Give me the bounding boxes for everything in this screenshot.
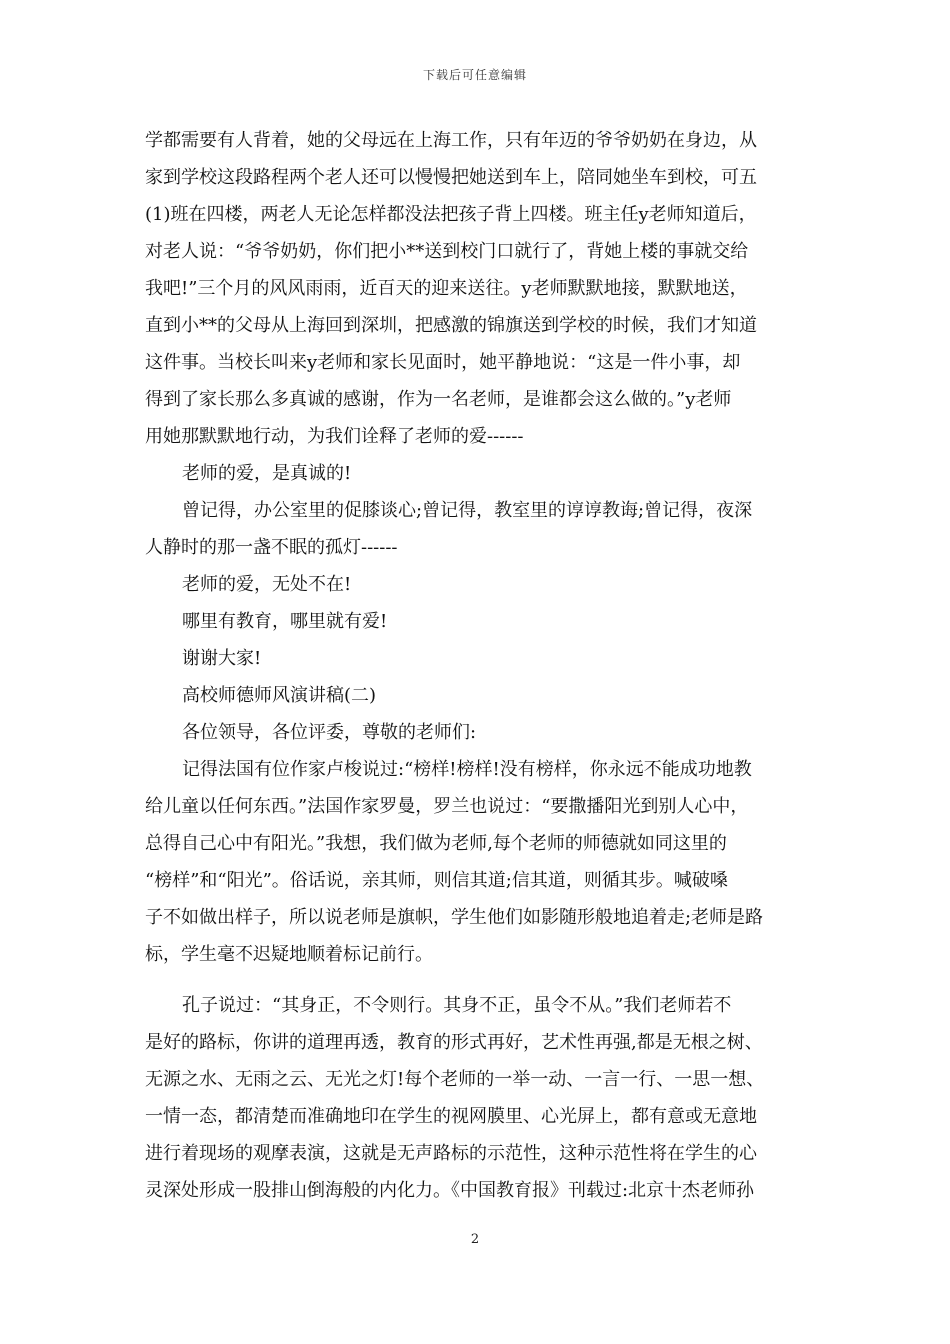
paragraph-line: 用她那默默地行动，为我们诠释了老师的爱------ bbox=[145, 426, 524, 447]
paragraph-line: 给儿童以任何东西。”法国作家罗曼，罗兰也说过：“要撒播阳光到别人心中， bbox=[145, 796, 749, 817]
paragraph-line: 直到小**的父母从上海回到深圳，把感激的锦旗送到学校的时候，我们才知道 bbox=[145, 315, 757, 336]
paragraph-line: 家到学校这段路程两个老人还可以慢慢把她送到车上，陪同她坐车到校，可五 bbox=[145, 167, 757, 188]
paragraph-line: 进行着现场的观摩表演，这就是无声路标的示范性，这种示范性将在学生的心 bbox=[145, 1143, 757, 1164]
paragraph-line: 孔子说过：“其身正，不令则行。其身不正，虽令不从。”我们老师若不 bbox=[182, 995, 732, 1016]
paragraph-line: 灵深处形成一股排山倒海般的内化力。《中国教育报》刊载过:北京十杰老师孙 bbox=[145, 1180, 755, 1201]
paragraph-line: 一情一态，都清楚而准确地印在学生的视网膜里、心光屏上，都有意或无意地 bbox=[145, 1106, 757, 1127]
page-number: 2 bbox=[470, 1232, 480, 1247]
paragraph-line: 得到了家长那么多真诚的感谢，作为一名老师，是谁都会这么做的。”y老师 bbox=[145, 389, 732, 410]
paragraph-line: 对老人说：“爷爷奶奶，你们把小**送到校门口就行了，背她上楼的事就交给 bbox=[145, 241, 749, 262]
paragraph-line: 无源之水、无雨之云、无光之灯!每个老师的一举一动、一言一行、一思一想、 bbox=[145, 1069, 765, 1090]
paragraph-line: 学都需要有人背着，她的父母远在上海工作，只有年迈的爷爷奶奶在身边，从 bbox=[145, 130, 757, 151]
paragraph-line: 我吧!”三个月的风风雨雨，近百天的迎来送往。y老师默默地接，默默地送， bbox=[145, 278, 748, 299]
paragraph-line: 标，学生毫不迟疑地顺着标记前行。 bbox=[145, 944, 433, 965]
paragraph-line: (1)班在四楼，两老人无论怎样都没法把孩子背上四楼。班主任y老师知道后， bbox=[145, 204, 757, 225]
page-header: 下载后可任意编辑 bbox=[422, 68, 527, 82]
paragraph-line: 曾记得，办公室里的促膝谈心;曾记得，教室里的谆谆教诲;曾记得，夜深 bbox=[182, 500, 753, 521]
paragraph-line: 记得法国有位作家卢梭说过:“榜样!榜样!没有榜样，你永远不能成功地教 bbox=[182, 759, 752, 780]
paragraph-line: 老师的爱，无处不在! bbox=[182, 574, 352, 595]
paragraph-line: 这件事。当校长叫来y老师和家长见面时，她平静地说：“这是一件小事，却 bbox=[145, 352, 741, 373]
paragraph-line: 子不如做出样子，所以说老师是旗帜，学生他们如影随形般地追着走;老师是路 bbox=[145, 907, 764, 928]
paragraph-line: 是好的路标，你讲的道理再透，教育的形式再好，艺术性再强,都是无根之树、 bbox=[145, 1032, 763, 1053]
paragraph-line: 各位领导，各位评委，尊敬的老师们: bbox=[182, 722, 477, 743]
paragraph-line: 老师的爱，是真诚的! bbox=[182, 463, 352, 484]
paragraph-line: 总得自己心中有阳光。”我想，我们做为老师,每个老师的师德就如同这里的 bbox=[145, 833, 727, 854]
paragraph-line: 谢谢大家! bbox=[182, 648, 262, 669]
paragraph-line: 哪里有教育，哪里就有爱! bbox=[182, 611, 388, 632]
paragraph-line: 人静时的那一盏不眠的孤灯------ bbox=[145, 537, 398, 558]
section-title: 高校师德师风演讲稿(二) bbox=[182, 685, 377, 706]
paragraph-line: “榜样”和“阳光”。俗话说，亲其师，则信其道;信其道，则循其步。喊破嗓 bbox=[145, 870, 728, 891]
